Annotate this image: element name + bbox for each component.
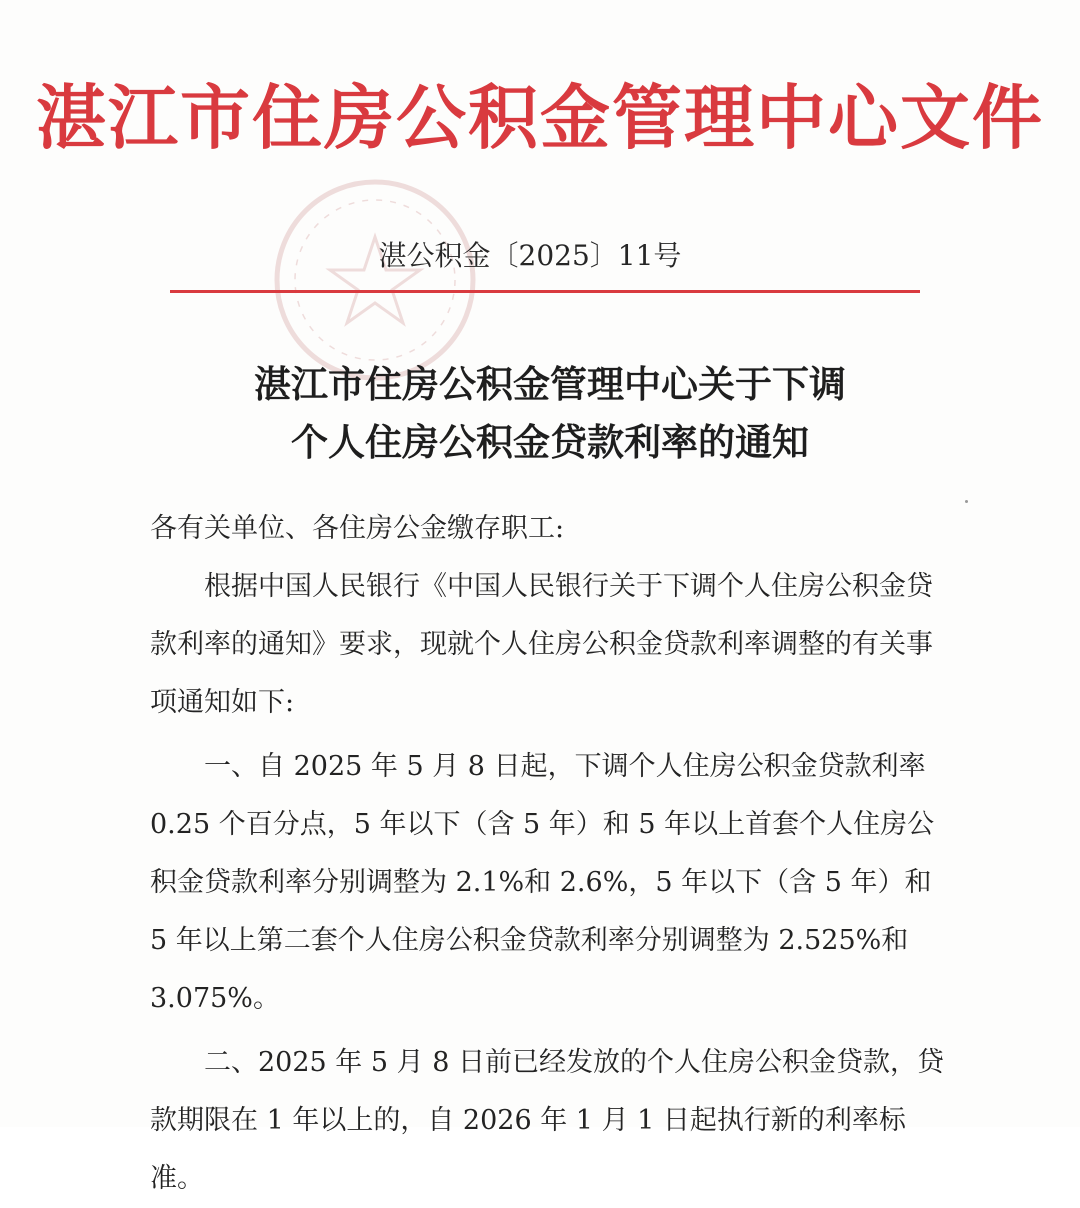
scan-speck [965, 500, 968, 503]
notice-title [0, 355, 1080, 471]
item-1-paragraph: 一、自 2025 年 5 月 8 日起，下调个人住房公积金贷款利率 0.25 个百分点，5 年以下（含 5 年）和 5 年以上首套个人住房公积金贷款利率分别调整为 2.1%和 2.6%，5 年以下（含 5 年）和 5 年以上第二套个人住房公积金贷款利率分别调整为 2.525%和 3.075%。 [150, 751, 935, 1014]
intro-paragraph: 根据中国人民银行《中国人民银行关于下调个人住房公积金贷款利率的通知》要求，现就个人住房公积金贷款利率调整的有关事项通知如下: [150, 571, 933, 718]
official-seal-stamp [270, 175, 480, 385]
notice-title-line-1: 湛江市住房公积金管理中心关于下调 [254, 362, 846, 406]
notice-body [150, 500, 950, 1208]
header-divider [170, 290, 920, 293]
notice-title-line-2: 个人住房公积金贷款利率的通知 [291, 420, 809, 464]
salutation: 各有关单位、各住房公金缴存职工: [150, 513, 565, 544]
document-number: 湛公积金〔2025〕11号 [378, 239, 682, 272]
document-header-title: 湛江市住房公积金管理中心文件 [36, 76, 1044, 159]
item-2-paragraph: 二、2025 年 5 月 8 日前已经发放的个人住房公积金贷款，贷款期限在 1 年以上的，自 2026 年 1 月 1 日起执行新的利率标准。 [150, 1047, 944, 1194]
